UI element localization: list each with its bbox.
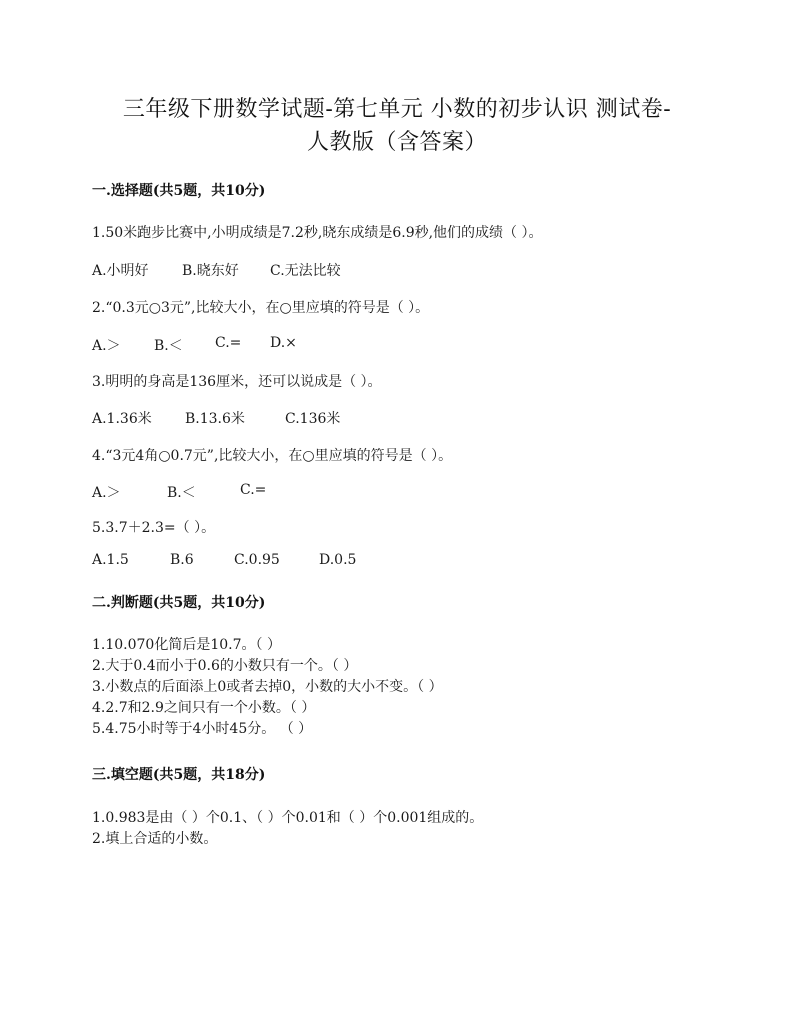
section-heading-choice: 一.选择题(共5题，共10分) bbox=[92, 183, 266, 199]
question-2: 2.“0.3元○3元”,比较大小，在○里应填的符号是（ ）。 bbox=[92, 300, 430, 316]
judgment-item-4: 4.2.7和2.9之间只有一个小数。（ ） bbox=[92, 700, 316, 716]
judgment-item-5: 5.4.75小时等于4小时45分。 （ ） bbox=[92, 721, 313, 737]
section-heading-fill-blank: 三.填空题(共5题，共18分) bbox=[92, 767, 266, 783]
option-a: A.1.5 bbox=[92, 552, 129, 568]
page-title-line-1: 三年级下册数学试题-第七单元 小数的初步认识 测试卷- bbox=[122, 97, 672, 122]
question-1: 1.50米跑步比赛中,小明成绩是7.2秒,晓东成绩是6.9秒,他们的成绩（ ）。 bbox=[92, 225, 543, 241]
judgment-item-3: 3.小数点的后面添上0或者去掉0，小数的大小不变。（ ） bbox=[92, 679, 443, 695]
option-c: C.= bbox=[215, 335, 242, 351]
option-b: B.13.6米 bbox=[185, 411, 245, 427]
option-c: C.无法比较 bbox=[270, 263, 341, 279]
option-d: D.0.5 bbox=[319, 552, 357, 568]
judgment-item-1: 1.10.070化简后是10.7。（ ） bbox=[92, 637, 281, 653]
option-d: D.× bbox=[270, 335, 297, 351]
section-heading-true-false: 二.判断题(共5题，共10分) bbox=[92, 595, 266, 611]
option-c: C.136米 bbox=[285, 411, 341, 427]
option-b: B.晓东好 bbox=[182, 263, 239, 279]
option-c: C.= bbox=[240, 482, 267, 498]
question-5: 5.3.7＋2.3=（ ）。 bbox=[92, 520, 216, 536]
question-3: 3.明明的身高是136厘米，还可以说成是（ ）。 bbox=[92, 374, 382, 390]
option-c: C.0.95 bbox=[234, 552, 280, 568]
page-title-line-2: 人教版（含答案） bbox=[306, 130, 487, 155]
option-b: B.＜ bbox=[167, 485, 196, 501]
option-a: A.＞ bbox=[92, 338, 121, 354]
fill-item-1: 1.0.983是由（ ）个0.1、（ ）个0.01和（ ）个0.001组成的。 bbox=[92, 810, 484, 826]
question-4: 4.“3元4角○0.7元”,比较大小，在○里应填的符号是（ ）。 bbox=[92, 448, 453, 464]
judgment-item-2: 2.大于0.4而小于0.6的小数只有一个。（ ） bbox=[92, 658, 358, 674]
option-b: B.＜ bbox=[154, 338, 183, 354]
option-a: A.＞ bbox=[92, 485, 121, 501]
fill-item-2: 2.填上合适的小数。 bbox=[92, 831, 218, 847]
option-a: A.小明好 bbox=[92, 263, 149, 279]
option-a: A.1.36米 bbox=[92, 411, 152, 427]
option-b: B.6 bbox=[170, 552, 194, 568]
